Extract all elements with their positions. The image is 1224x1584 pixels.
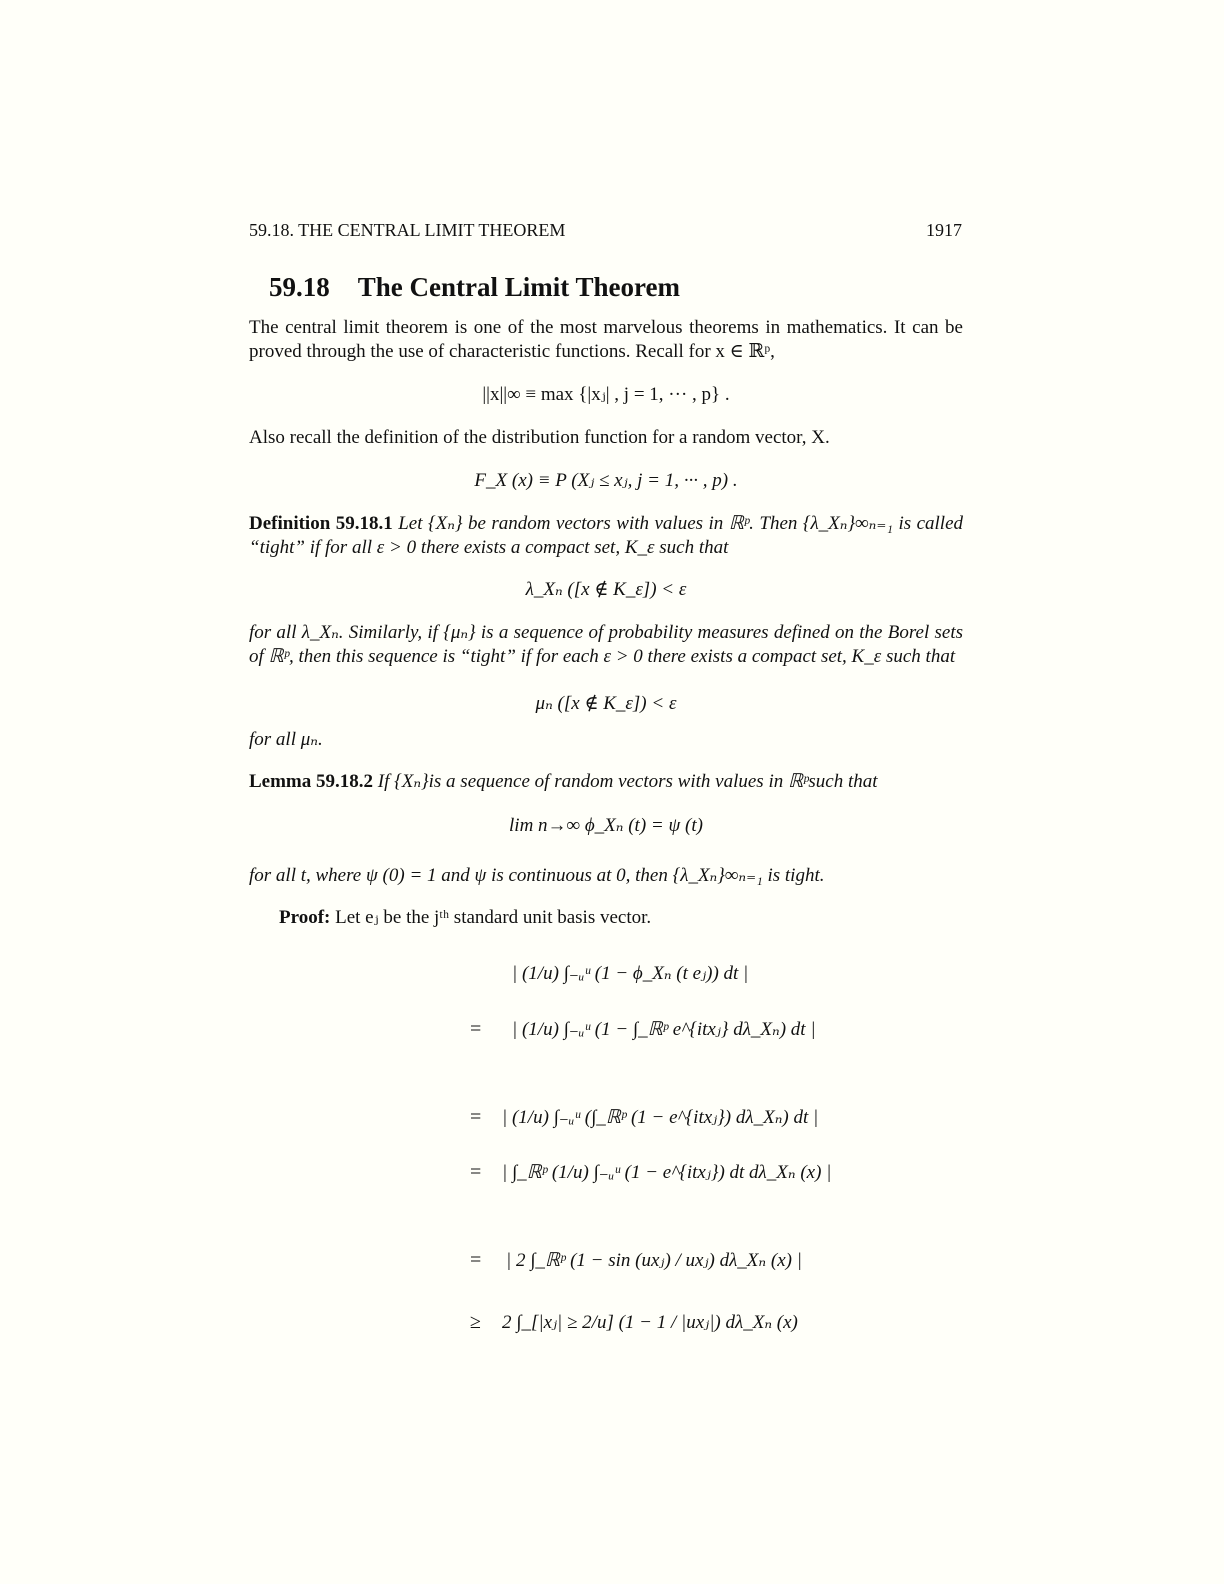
definition [249, 512, 963, 560]
derivation-line: | (1/u) ∫₋ᵤᵘ (1 − ϕ_Xₙ (t eⱼ)) dt | [512, 963, 749, 984]
equation-distribution: F_X (x) ≡ P (Xⱼ ≤ xⱼ, j = 1, ··· , p) . [474, 470, 738, 491]
definition-equation-1: λ_Xₙ ([x ∉ K_ε]) < ε [525, 579, 687, 600]
intro-paragraph: The central limit theorem is one of the most marvelous theorems in mathematics. It can be proved through the use of characteristic functions. Recall for x ∈ ℝᵖ, [249, 317, 963, 362]
relation: = [470, 1249, 482, 1271]
definition-label: Definition 59.18.1 [249, 513, 393, 534]
proof [279, 906, 963, 930]
section-number: 59.18 [269, 272, 330, 302]
definition-text-3: for all μₙ. [249, 729, 323, 750]
equation-norm: ||x||∞ ≡ max {|xⱼ| , j = 1, ··· , p} . [482, 384, 730, 405]
derivation-line: | (1/u) ∫₋ᵤᵘ (1 − ∫_ℝᵖ e^{itxⱼ} dλ_Xₙ) dt | [512, 1019, 816, 1040]
proof-text: Let eⱼ be the jᵗʰ standard unit basis vector. [335, 907, 652, 928]
lemma-text-2: for all t, where ψ (0) = 1 and ψ is continuous at 0, then {λ_Xₙ}∞ₙ₌₁ is tight. [249, 865, 825, 886]
proof-label: Proof: [279, 907, 331, 928]
page-number: 1917 [926, 220, 962, 240]
derivation-line: | ∫_ℝᵖ (1/u) ∫₋ᵤᵘ (1 − e^{itxⱼ}) dt dλ_Xₙ (x) | [502, 1162, 832, 1183]
lemma [249, 770, 963, 794]
running-title: 59.18. THE CENTRAL LIMIT THEOREM [249, 220, 566, 240]
lemma-equation: lim n→∞ ϕ_Xₙ (t) = ψ (t) [509, 815, 703, 836]
derivation-line: 2 ∫_[|xⱼ| ≥ 2/u] (1 − 1 / |uxⱼ|) dλ_Xₙ (x) [502, 1312, 798, 1333]
derivation-line: | 2 ∫_ℝᵖ (1 − sin (uxⱼ) / uxⱼ) dλ_Xₙ (x) | [506, 1250, 802, 1271]
definition-equation-2: μₙ ([x ∉ K_ε]) < ε [535, 693, 677, 714]
lemma-label: Lemma 59.18.2 [249, 771, 374, 792]
definition-text-2: for all λ_Xₙ. Similarly, if {μₙ} is a sequence of probability measures defined on the Borel sets of ℝᵖ, then this sequence is “tight” if for each ε > 0 there exists a compact set, K_ε such that [249, 622, 963, 667]
section-title: The Central Limit Theorem [357, 272, 680, 302]
section-heading [269, 272, 680, 303]
relation: ≥ [470, 1311, 481, 1333]
lemma-text: If {Xₙ}is a sequence of random vectors with values in ℝᵖsuch that [377, 771, 878, 792]
definition-text: Let {Xₙ} be random vectors with values in ℝᵖ. Then {λ_Xₙ}∞ₙ₌₁ is called “tight” if for all ε > 0 there exists a compact set, K_ε such that [249, 513, 964, 558]
recall-paragraph: Also recall the definition of the distribution function for a random vector, X. [249, 427, 830, 448]
derivation-line: | (1/u) ∫₋ᵤᵘ (∫_ℝᵖ (1 − e^{itxⱼ}) dλ_Xₙ) dt | [502, 1107, 819, 1128]
relation: = [470, 1018, 482, 1040]
relation: = [470, 1106, 482, 1128]
relation: = [470, 1161, 482, 1183]
